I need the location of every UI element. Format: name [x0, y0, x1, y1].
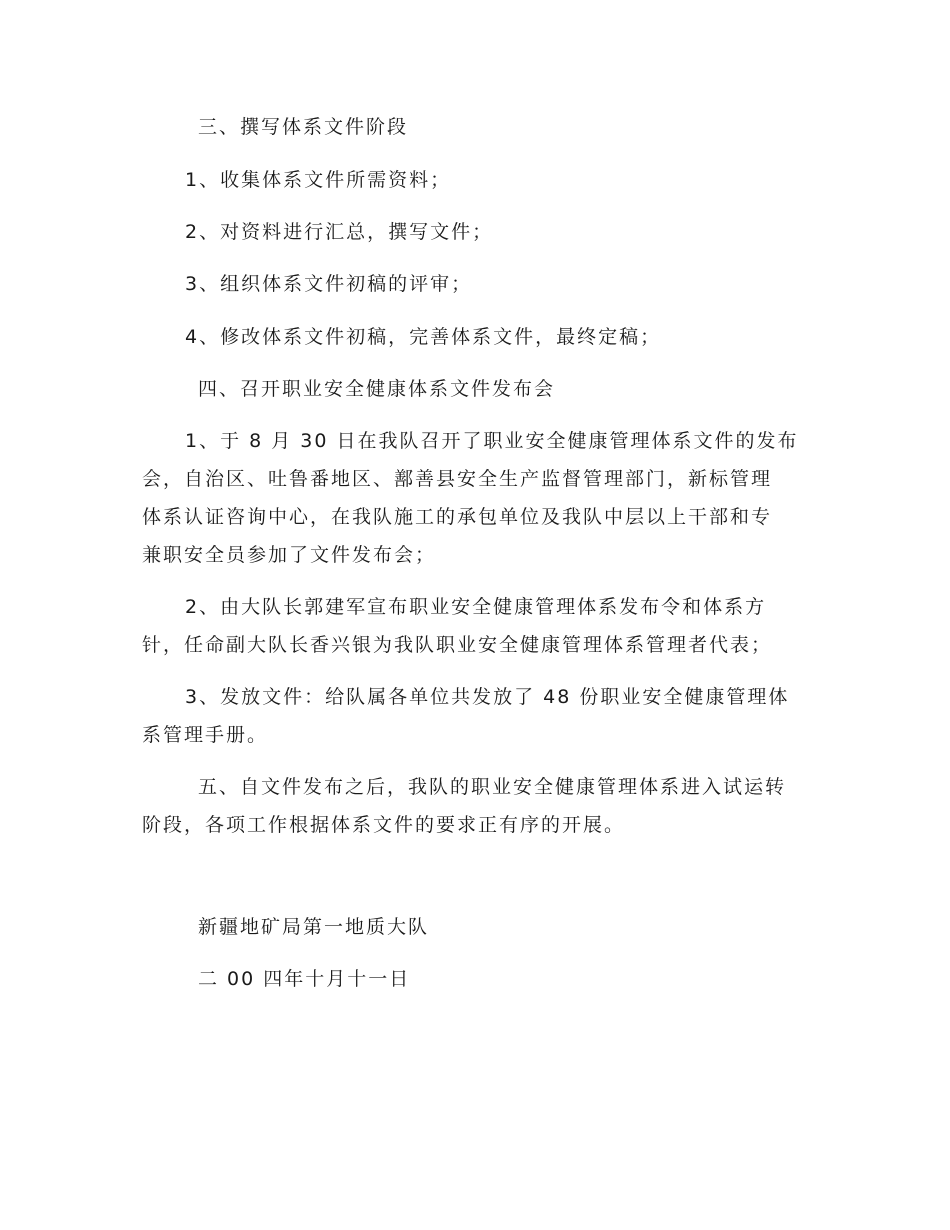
section-4-p2-line-1: 2、由大队长郭建军宣布职业安全健康管理体系发布令和体系方 — [185, 596, 767, 618]
section-4-heading: 四、召开职业安全健康体系文件发布会 — [198, 378, 556, 400]
section-4-p1-line-3: 体系认证咨询中心，在我队施工的承包单位及我队中层以上干部和专 — [142, 506, 773, 528]
section-3-item-1: 1、收集体系文件所需资料； — [185, 169, 452, 191]
section-5-line-2: 阶段，各项工作根据体系文件的要求正有序的开展。 — [142, 814, 626, 836]
section-3-item-2: 2、对资料进行汇总，撰写文件； — [185, 221, 494, 243]
section-4-p3-line-1: 3、发放文件：给队属各单位共发放了 48 份职业安全健康管理体 — [185, 686, 790, 708]
section-3-item-3: 3、组织体系文件初稿的评审； — [185, 273, 473, 295]
section-4-p1-line-1: 1、于 8 月 30 日在我队召开了职业安全健康管理体系文件的发布 — [185, 430, 799, 452]
section-3-heading: 三、撰写体系文件阶段 — [198, 116, 409, 138]
section-4-p2-line-2: 针，任命副大队长香兴银为我队职业安全健康管理体系管理者代表； — [142, 634, 773, 656]
signature-org: 新疆地矿局第一地质大队 — [198, 916, 430, 938]
section-4-p1-line-4: 兼职安全员参加了文件发布会； — [142, 544, 437, 566]
signature-date: 二 00 四年十月十一日 — [198, 968, 411, 990]
section-5-line-1: 五、自文件发布之后，我队的职业安全健康管理体系进入试运转 — [198, 776, 787, 798]
section-4-p3-line-2: 系管理手册。 — [142, 724, 269, 746]
section-3-item-4: 4、修改体系文件初稿，完善体系文件，最终定稿； — [185, 326, 662, 348]
section-4-p1-line-2: 会，自治区、吐鲁番地区、鄯善县安全生产监督管理部门，新标管理 — [142, 468, 773, 490]
